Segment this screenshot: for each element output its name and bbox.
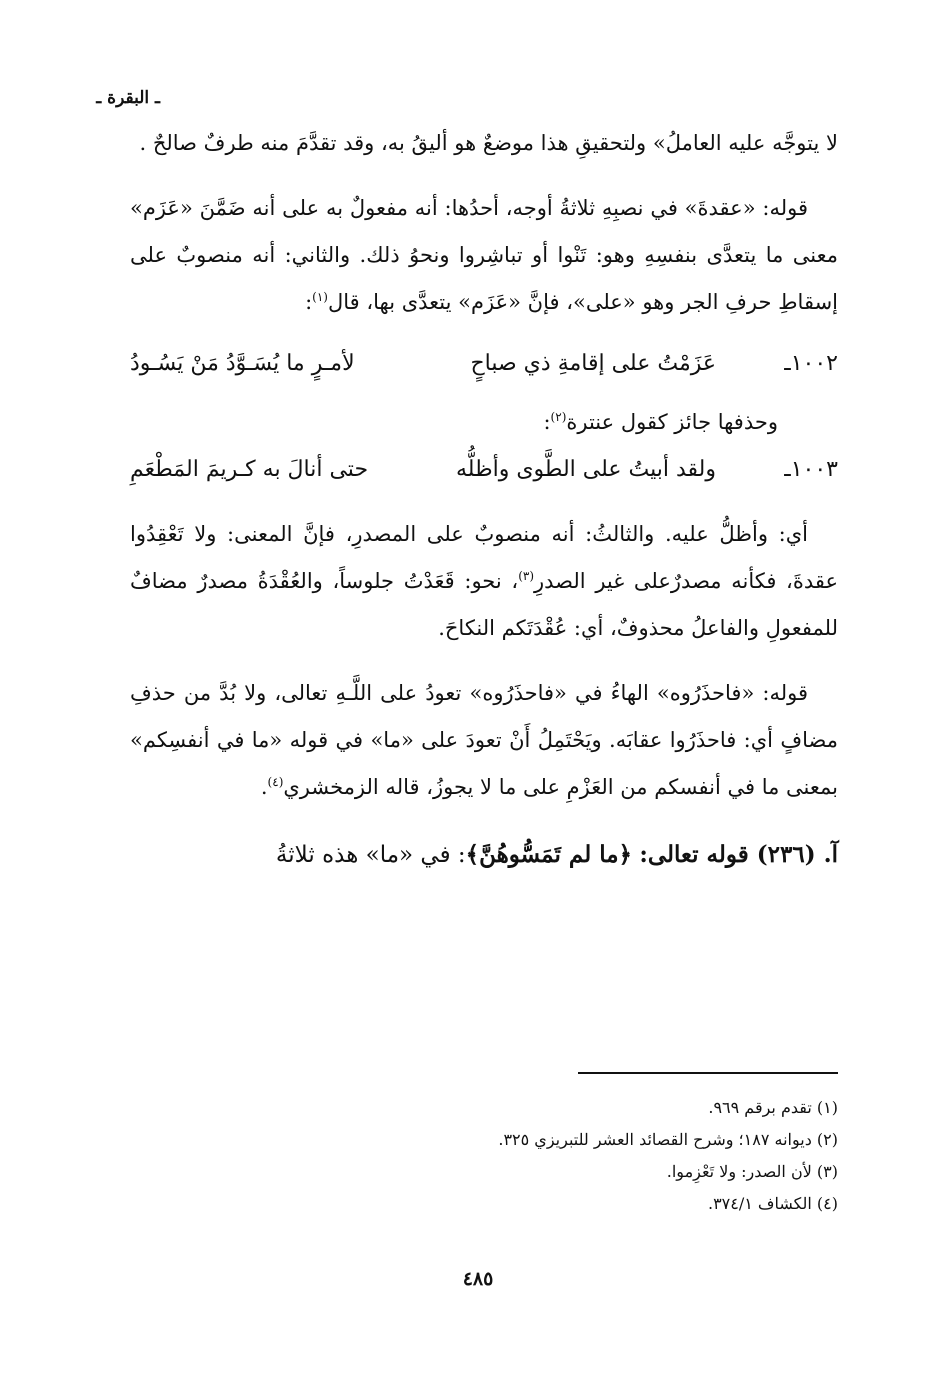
verse-intro: [130, 399, 838, 446]
verse-first-hemistich: ولقد أبيتُ على الطَّوى وأظلُّه: [456, 457, 716, 482]
paragraph-2: [130, 185, 838, 326]
footnote-divider: [578, 1072, 838, 1074]
footnote-4: (٤) الكشاف ٣٧٤/١.: [707, 1194, 838, 1213]
verse-intro-end: :: [543, 410, 551, 434]
verse-number: ١٠٠٢ـ: [784, 351, 838, 376]
verse-second-hemistich: حتى أنالَ به كـريمَ المَطْعَمِ: [130, 457, 369, 482]
paragraph-3: [130, 511, 838, 652]
quran-quote: ﴿ما لم تَمَسُّوهُنَّ﴾: [465, 841, 633, 868]
paragraph-3-end: ، نحو: قَعَدْتُ جلوساً، والعُقْدَةُ مصدرٌ مضافٌ للمفعولِ والفاعلُ محذوفٌ، أي: عُقْدَتَكم النكاحَ.: [130, 569, 838, 640]
footnote-3: (٣) لأن الصدر: ولا تَعْزِموا.: [666, 1162, 838, 1181]
verse-236-label: آ. (٢٣٦) قوله تعالى:: [639, 841, 838, 868]
footnote-ref-1: (١): [312, 290, 328, 304]
verse-first-hemistich: عَزَمْتُ على إقامةِ ذي صباحٍ: [470, 351, 716, 376]
verse-second-hemistich: لأمـرٍ ما يُسَـوَّدُ مَنْ يَسُـودُ: [130, 351, 355, 376]
footnotes: [130, 1092, 838, 1220]
running-head: ـ البقرة ـ: [96, 88, 160, 108]
page-number: ٤٨٥: [462, 1268, 494, 1290]
footnote-1: (١) تقدم برقم ٩٦٩.: [708, 1098, 838, 1117]
book-page: [96, 70, 839, 1310]
paragraph-4-text: قوله: «فاحذَرُوه» الهاءُ في «فاحذَرُوه» تعودُ على اللَّـهِ تعالى، ولا بُدَّ من حذفِ مضافٍ أي: فاحذَرُوا عقابَه. ويَحْتَمِلُ أَنْ تعودَ على «ما» في قوله «ما في أنفسِكم» بمعنى ما في أنفسكم من العَزْمِ على ما لا يجوزُ، قاله الزمخشري: [130, 681, 839, 799]
footnote-ref-3: (٣): [518, 569, 535, 583]
footnote-ref-2: (٢): [550, 410, 567, 424]
verse-236-heading: [130, 831, 838, 879]
paragraph-1: لا يتوجَّه عليه العاملُ» ولتحقيقِ هذا موضعٌ هو أليقُ به، وقد تقدَّمَ منه طرفٌ صالحٌ .: [139, 131, 838, 155]
verse-1002: [130, 340, 838, 387]
paragraph-4-end: .: [260, 775, 268, 799]
main-text: [130, 120, 838, 879]
paragraph-2-end: :: [305, 290, 313, 314]
verse-236-continuation: : في «ما» هذه ثلاثةُ: [275, 842, 466, 868]
paragraph-3-text: أي: وأظلُّ عليه. والثالثُ: أنه منصوبٌ على المصدرِ، فإنَّ المعنى: ولا تَعْقِدُوا عقدةَ، فكأنه مصدرٌعلى غير الصدرِ: [130, 522, 839, 593]
footnote-2: (٢) ديوانه ١٨٧؛ وشرح القصائد العشر للتبريزي ٣٢٥.: [498, 1130, 838, 1149]
verse-1003: [130, 446, 838, 493]
footnote-ref-4: (٤): [267, 775, 284, 789]
verse-number: ١٠٠٣ـ: [784, 457, 838, 482]
paragraph-2-text: قوله: «عقدةَ» في نصبِهِ ثلاثةُ أوجه، أحدُها: أنه مفعولٌ به على أنه ضَمَّنَ «عَزَم» معنى ما يتعدَّى بنفسِهِ وهو: تَنْوا أو تباشِروا ونحوُ ذلك. والثاني: أنه منصوبٌ على إسقاطِ حرفِ الجر وهو «على»، فإنَّ «عَزَم» يتعدَّى بها، قال: [130, 196, 838, 314]
verse-intro-text: وحذفها جائز كقول عنترة: [566, 410, 778, 434]
paragraph-4: [130, 670, 838, 811]
